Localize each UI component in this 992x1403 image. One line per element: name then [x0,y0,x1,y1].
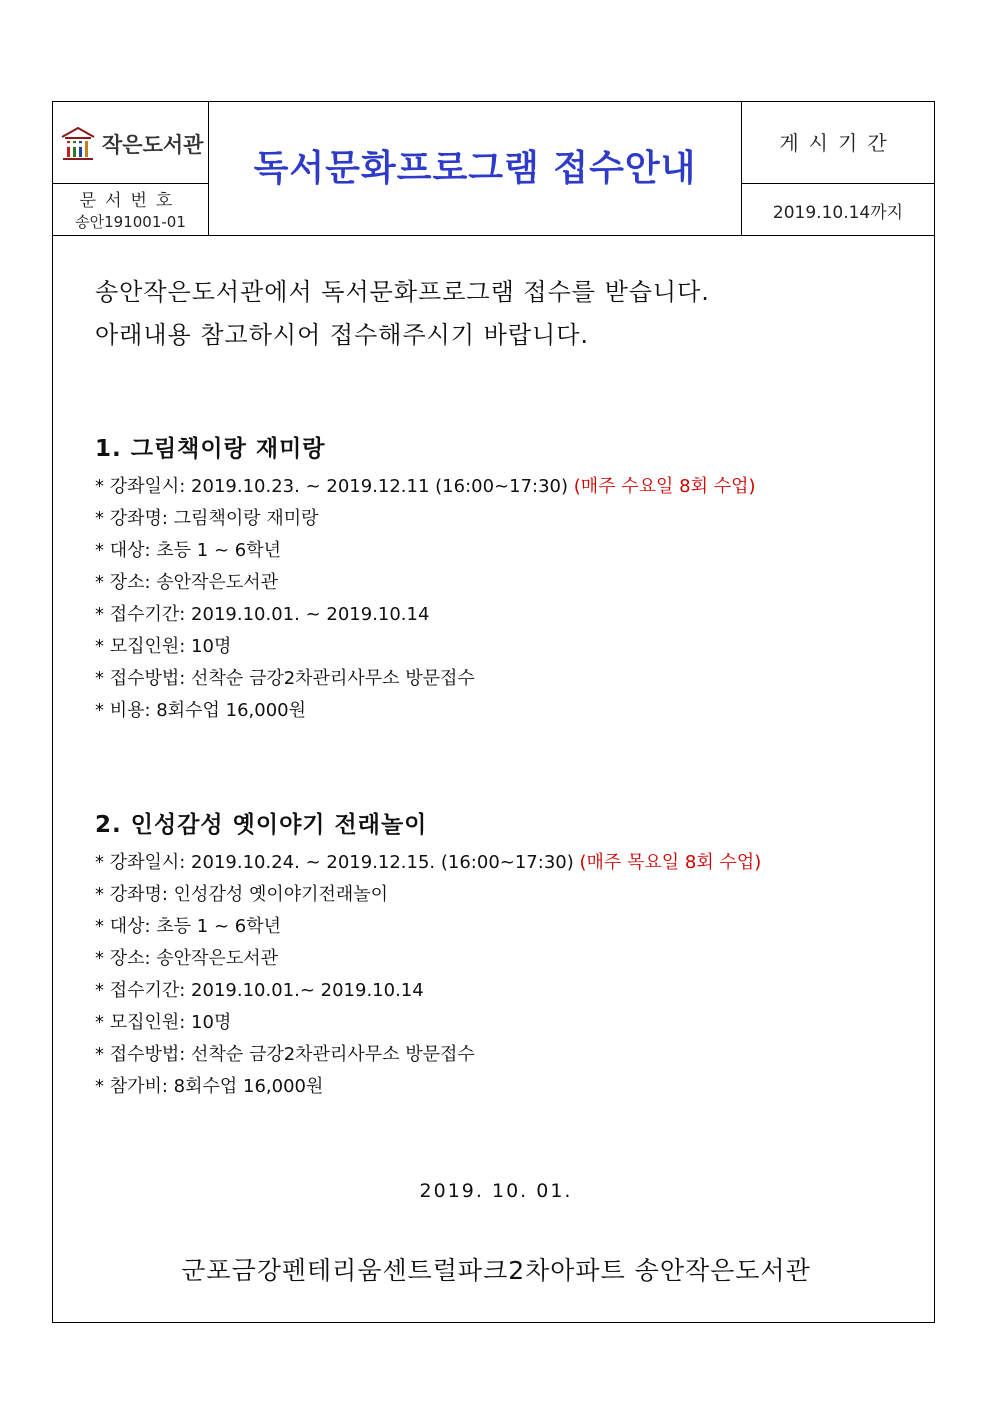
item-text: * 대상: 초등 1 ~ 6학년 [95,916,281,937]
library-emblem-icon [58,125,98,163]
item-highlight: (매주 수요일 8회 수업) [573,476,756,497]
section-item [95,632,231,658]
item-text: * 모집인원: 10명 [95,636,232,657]
period-divider [741,183,935,184]
item-text: * 접수방법: 선착순 금강2차관리사무소 방문접수 [95,1044,475,1065]
item-text: * 장소: 송안작은도서관 [95,572,278,593]
item-text: * 강좌명: 인성감성 옛이야기전래놀이 [95,884,389,905]
section-item [95,848,761,874]
issue-date: 2019. 10. 01. [419,1180,573,1202]
posting-period-value: 2019.10.14까지 [772,203,904,223]
section-item [95,536,281,562]
item-highlight: (매주 목요일 8회 수업) [579,852,762,873]
section-title: 2. 인성감성 옛이야기 전래놀이 [95,812,428,838]
intro-line: 송안작은도서관에서 독서문화프로그램 접수를 받습니다. [95,278,710,306]
section-item [95,664,475,690]
item-text: * 대상: 초등 1 ~ 6학년 [95,540,281,561]
intro-line: 아래내용 참고하시어 접수해주시기 바랍니다. [95,321,590,349]
section-item [95,944,278,970]
logo-text: 작은도서관 [102,132,204,157]
posting-period-label: 게시기간 [779,131,897,155]
section-item [95,976,424,1002]
item-text: * 강좌일시: 2019.10.24. ~ 2019.12.15. (16:00~17:30) [95,852,580,873]
item-text: * 비용: 8회수업 16,000원 [95,700,306,721]
section-item [95,696,306,722]
item-text: * 접수기간: 2019.10.01. ~ 2019.10.14 [95,604,430,625]
section-item [95,600,429,626]
header-divider [52,235,935,236]
section-item [95,504,319,530]
section-title: 1. 그림책이랑 재미랑 [95,436,326,462]
item-text: * 강좌명: 그림책이랑 재미랑 [95,508,319,529]
section-item [95,568,278,594]
section-item [95,1040,475,1066]
item-text: * 참가비: 8회수업 16,000원 [95,1076,324,1097]
issuer-name: 군포금강펜테리움센트럴파크2차아파트 송안작은도서관 [181,1256,811,1285]
library-logo [58,122,204,166]
logo-docno-divider [52,183,209,184]
item-text: * 모집인원: 10명 [95,1012,232,1033]
page-title: 독서문화프로그램 접수안내 [253,148,697,189]
section-item [95,880,388,906]
item-text: * 접수기간: 2019.10.01.~ 2019.10.14 [95,980,424,1001]
document-number-value: 송안191001-01 [75,213,186,231]
section-item [95,1072,323,1098]
item-text: * 장소: 송안작은도서관 [95,948,278,969]
document-number-label: 문서번호 [79,191,182,211]
item-text: * 강좌일시: 2019.10.23. ~ 2019.12.11 (16:00~17:30) [95,476,574,497]
section-item [95,472,756,498]
section-item [95,1008,231,1034]
item-text: * 접수방법: 선착순 금강2차관리사무소 방문접수 [95,668,475,689]
section-item [95,912,281,938]
